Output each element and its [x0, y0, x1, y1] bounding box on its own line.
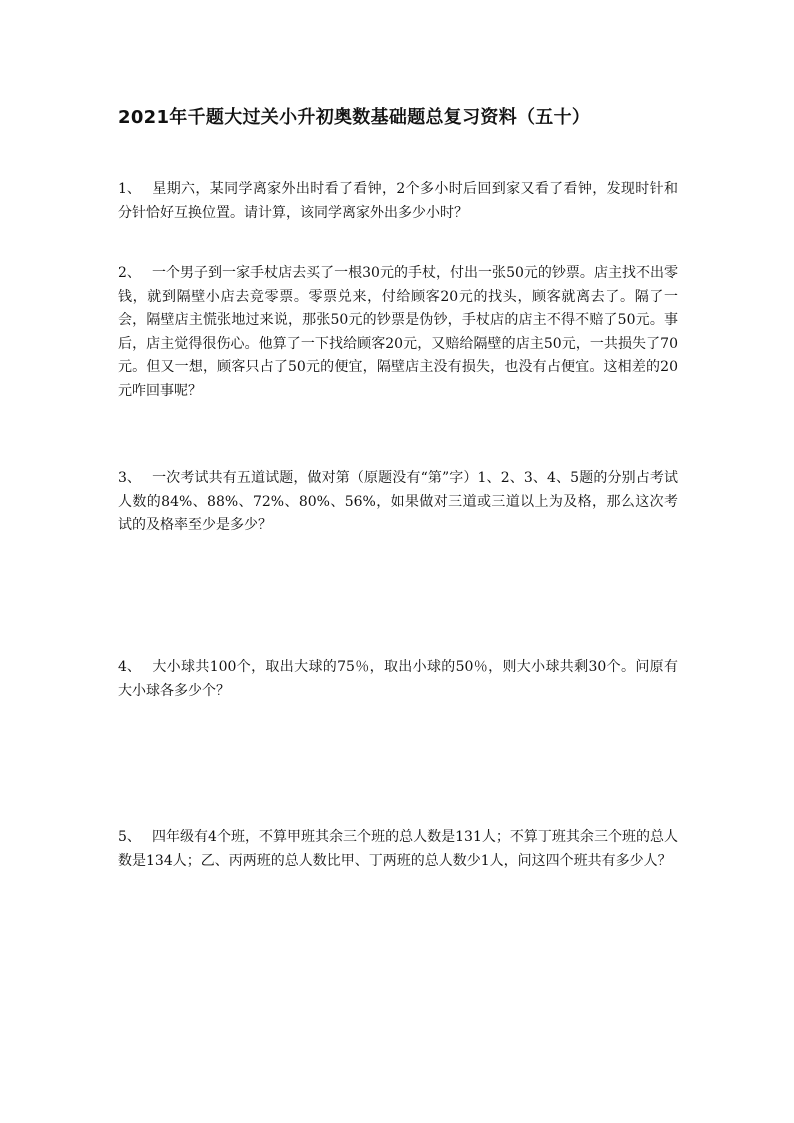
question-number: 2、 [118, 265, 141, 281]
question-text: 四年级有4个班，不算甲班其余三个班的总人数是131人；不算丁班其余三个班的总人数是134人；乙、丙两班的总人数比甲、丁两班的总人数少1人，问这四个班共有多少人？ [118, 829, 678, 869]
question-4 [118, 656, 678, 703]
question-number: 1、 [118, 181, 141, 197]
question-3 [118, 467, 678, 538]
page-title: 2021年千题大过关小升初奥数基础题总复习资料（五十） [118, 107, 591, 128]
question-text: 大小球共100个，取出大球的75％，取出小球的50％，则大小球共剩30个。问原有大小球各多少个？ [118, 659, 678, 699]
question-1 [118, 178, 678, 225]
question-text: 星期六，某同学离家外出时看了看钟，2个多小时后回到家又看了看钟，发现时针和分针恰好互换位置。请计算，该同学离家外出多少小时？ [118, 181, 678, 221]
question-number: 3、 [118, 470, 141, 486]
question-number: 5、 [118, 829, 141, 845]
question-2 [118, 262, 678, 403]
question-5 [118, 826, 678, 873]
question-number: 4、 [118, 659, 141, 675]
question-text: 一次考试共有五道试题，做对第（原题没有“第”字）1、2、3、4、5题的分别占考试人数的84%、88%、72%、80%、56%，如果做对三道或三道以上为及格，那么这次考试的及格率至少是多少？ [118, 470, 678, 533]
question-text: 一个男子到一家手杖店去买了一根30元的手杖，付出一张50元的钞票。店主找不出零钱，就到隔壁小店去竞零票。零票兑来，付给顾客20元的找头，顾客就离去了。隔了一会，隔壁店主慌张地过来说，那张50元的钞票是伪钞，手杖店的店主不得不赔了50元。事后，店主觉得很伤心。他算了一下找给顾客20元，又赔给隔壁的店主50元，一共损失了70元。但又一想，顾客只占了50元的便宜，隔壁店主没有损失，也没有占便宜。这相差的20元咋回事呢？ [118, 265, 678, 399]
